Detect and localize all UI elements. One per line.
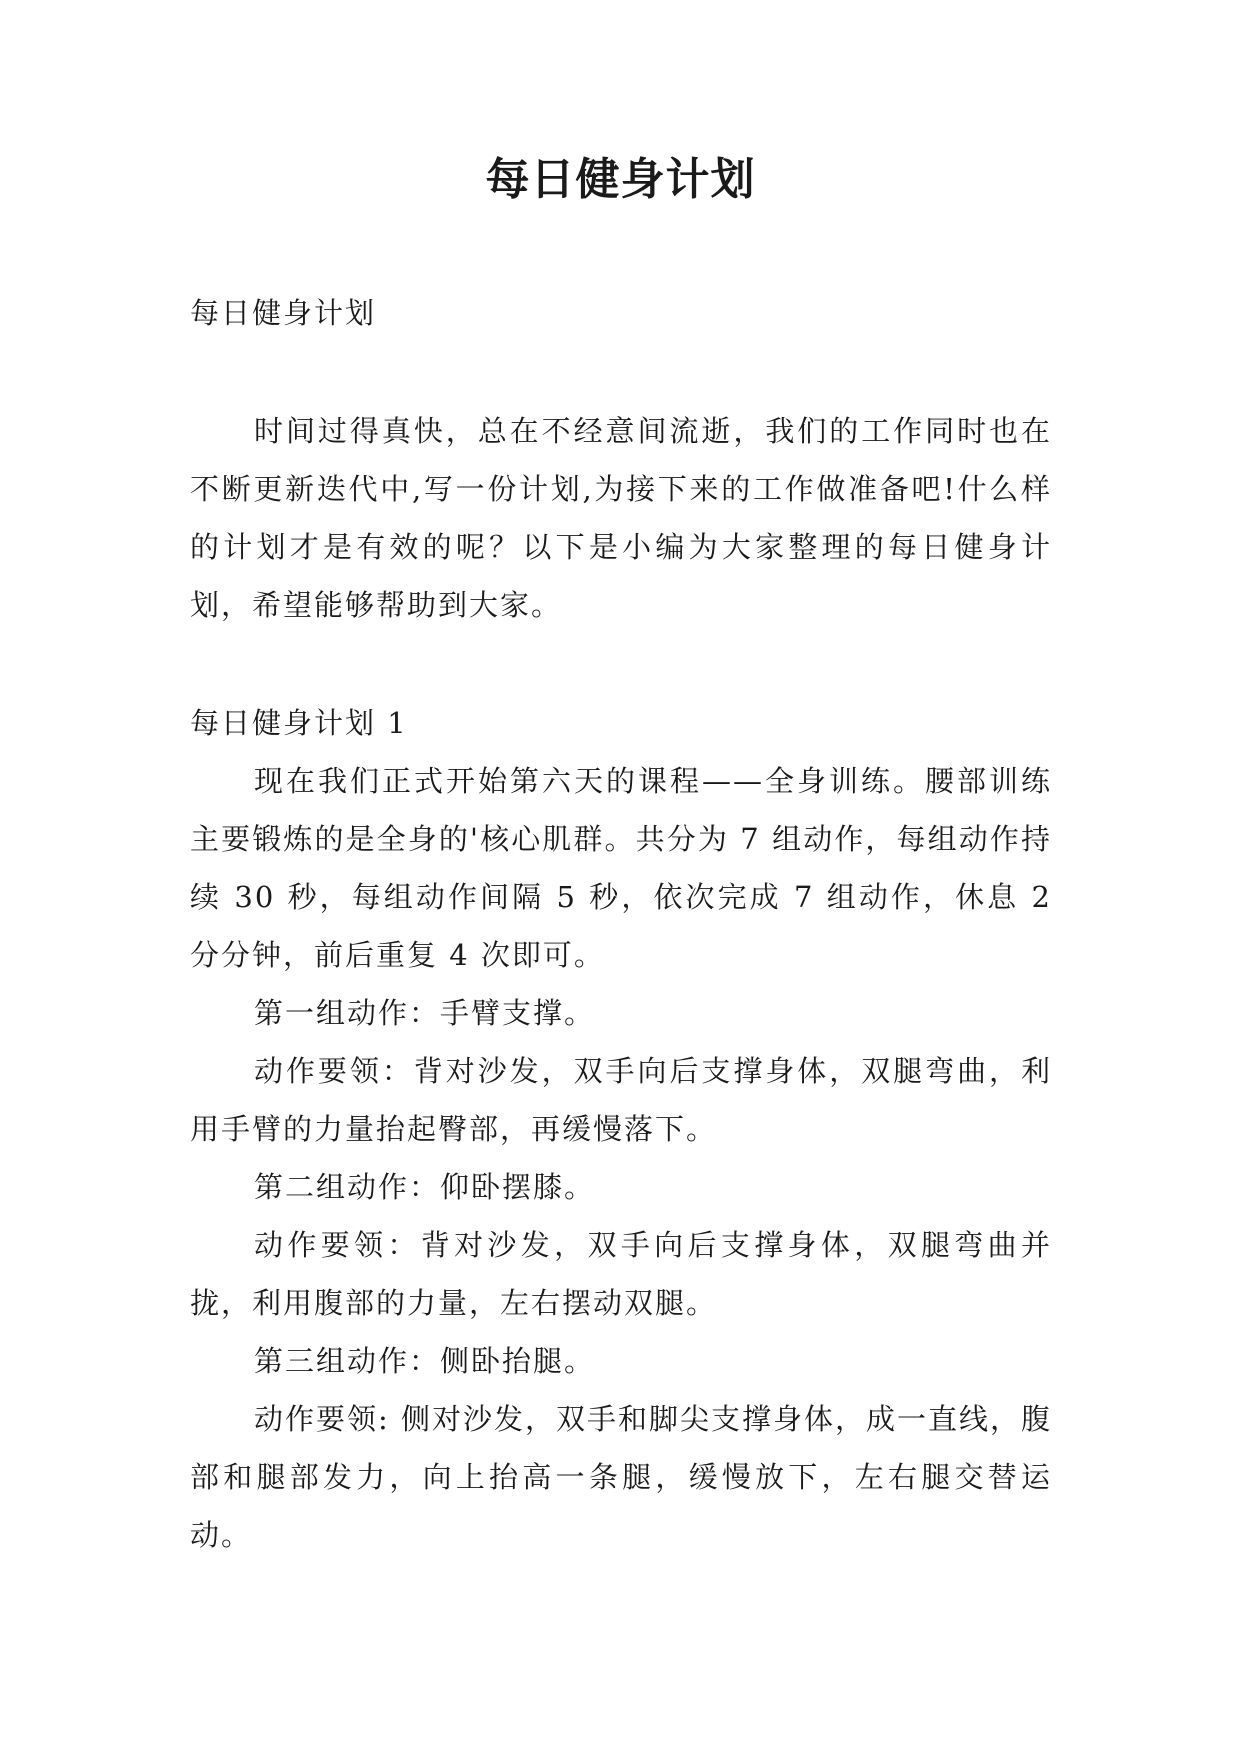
exercise-1-title: 第一组动作：手臂支撑。 xyxy=(254,996,596,1030)
exercise-3-title: 第三组动作：侧卧抬腿。 xyxy=(254,1344,596,1378)
exercise-2-title: 第二组动作：仰卧摆膝。 xyxy=(254,1170,596,1204)
document-title: 每日健身计划 xyxy=(485,154,756,205)
intro-paragraph: 时间过得真快，总在不经意间流逝，我们的工作同时也在不断更新迭代中,写一份计划,为接下来的工作做准备吧!什么样的计划才是有效的呢？以下是小编为大家整理的每日健身计划，希望能够帮助到大家。 xyxy=(190,414,1052,622)
document-body xyxy=(190,284,1052,1564)
exercise-2-instructions: 动作要领：背对沙发，双手向后支撑身体，双腿弯曲并拢，利用腹部的力量，左右摆动双腿。 xyxy=(190,1228,1052,1320)
document-subtitle: 每日健身计划 xyxy=(190,296,377,330)
exercise-3-instructions: 动作要领: 侧对沙发，双手和脚尖支撑身体，成一直线，腹部和腿部发力，向上抬高一条腿，缓慢放下，左右腿交替运动。 xyxy=(190,1402,1052,1552)
section-paragraph: 现在我们正式开始第六天的课程——全身训练。腰部训练主要锻炼的是全身的'核心肌群。共分为 7 组动作，每组动作持续 30 秒，每组动作间隔 5 秒，依次完成 7 组动作，休息 2 分分钟，前后重复 4 次即可。 xyxy=(190,764,1052,972)
exercise-1-instructions: 动作要领：背对沙发，双手向后支撑身体，双腿弯曲，利用手臂的力量抬起臀部，再缓慢落下。 xyxy=(190,1054,1052,1146)
section-heading: 每日健身计划 1 xyxy=(190,706,408,740)
